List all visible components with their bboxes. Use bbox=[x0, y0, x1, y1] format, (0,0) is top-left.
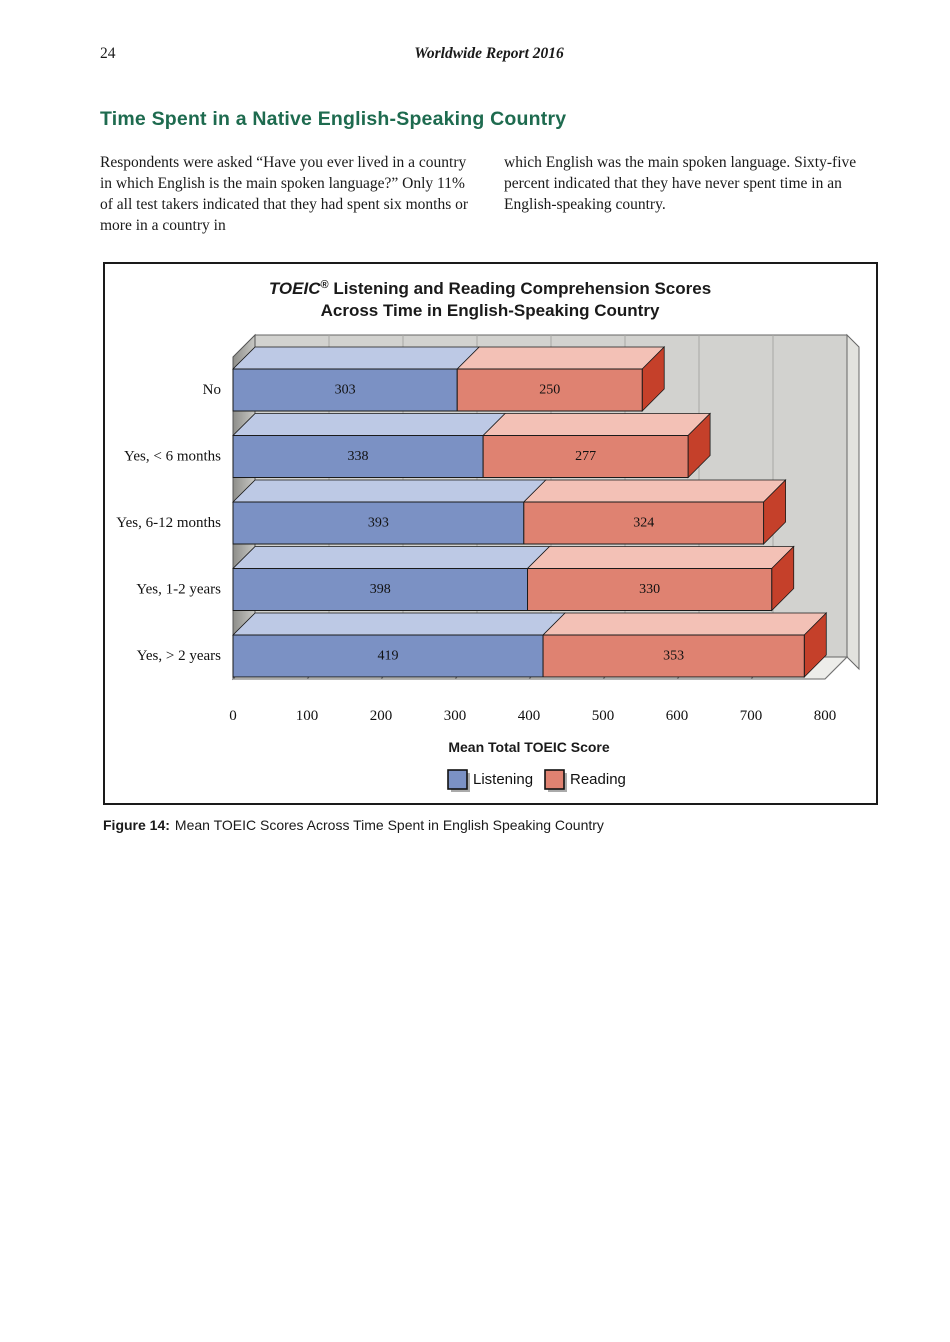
x-tick-label: 400 bbox=[517, 708, 541, 724]
svg-text:TOEIC® Listening and Reading C: TOEIC® Listening and Reading Comprehension Scores bbox=[268, 279, 712, 298]
listening-value-label: 419 bbox=[377, 648, 399, 664]
body-column-left: Respondents were asked “Have you ever lived in a country in which English is the main spoken language?” Only 11% of all test takers indicated that they had spent six months or more in a country in bbox=[100, 154, 469, 234]
bar-row bbox=[116, 480, 785, 544]
toeic-bar-chart bbox=[105, 264, 876, 803]
listening-value-label: 303 bbox=[334, 382, 356, 398]
legend-swatch bbox=[545, 770, 564, 789]
category-label: Yes, 6-12 months bbox=[116, 515, 221, 531]
legend-label: Reading bbox=[570, 771, 626, 788]
listening-value-label: 393 bbox=[367, 515, 389, 531]
category-label: Yes, > 2 years bbox=[136, 648, 221, 664]
body-column-right: which English was the main spoken language. Sixty-five percent indicated that they have never spent time in an English-speaking country. bbox=[504, 154, 857, 213]
x-axis-title: Mean Total TOEIC Score bbox=[448, 739, 610, 755]
legend-label: Listening bbox=[473, 771, 534, 788]
x-tick-label: 300 bbox=[443, 708, 467, 724]
body-text bbox=[100, 152, 880, 236]
listening-value-label: 398 bbox=[369, 582, 391, 597]
reading-value-label: 324 bbox=[633, 515, 655, 531]
x-tick-label: 600 bbox=[665, 708, 689, 724]
legend bbox=[448, 770, 626, 792]
report-title: Worldwide Report 2016 bbox=[414, 45, 564, 62]
category-label: No bbox=[202, 382, 221, 398]
legend-swatch bbox=[448, 770, 467, 789]
reading-value-label: 250 bbox=[539, 382, 561, 398]
bar-row bbox=[124, 414, 710, 478]
figure-caption bbox=[103, 817, 883, 833]
svg-text:Across Time in English-Speakin: Across Time in English-Speaking Country bbox=[320, 301, 660, 320]
chart-title bbox=[269, 279, 711, 320]
x-tick-label: 0 bbox=[229, 708, 237, 724]
x-tick-label: 700 bbox=[739, 708, 763, 724]
x-tick-label: 800 bbox=[813, 708, 837, 724]
category-label: Yes, < 6 months bbox=[124, 448, 221, 465]
x-tick-label: 200 bbox=[369, 708, 393, 724]
bar-row bbox=[203, 347, 665, 411]
x-tick-label: 100 bbox=[295, 708, 319, 724]
section-title: Time Spent in a Native English-Speaking Country bbox=[100, 108, 567, 130]
category-label: Yes, 1-2 years bbox=[136, 581, 221, 598]
reading-value-label: 277 bbox=[575, 449, 597, 464]
chart-container bbox=[103, 262, 878, 805]
x-tick-label: 500 bbox=[591, 708, 615, 724]
figure-label: Figure 14: bbox=[103, 817, 170, 833]
x-axis bbox=[229, 708, 836, 755]
page-number: 24 bbox=[100, 45, 116, 62]
reading-value-label: 330 bbox=[639, 582, 661, 597]
listening-value-label: 338 bbox=[347, 449, 369, 464]
figure-caption-text: Mean TOEIC Scores Across Time Spent in English Speaking Country bbox=[174, 817, 604, 833]
reading-value-label: 353 bbox=[663, 648, 685, 664]
